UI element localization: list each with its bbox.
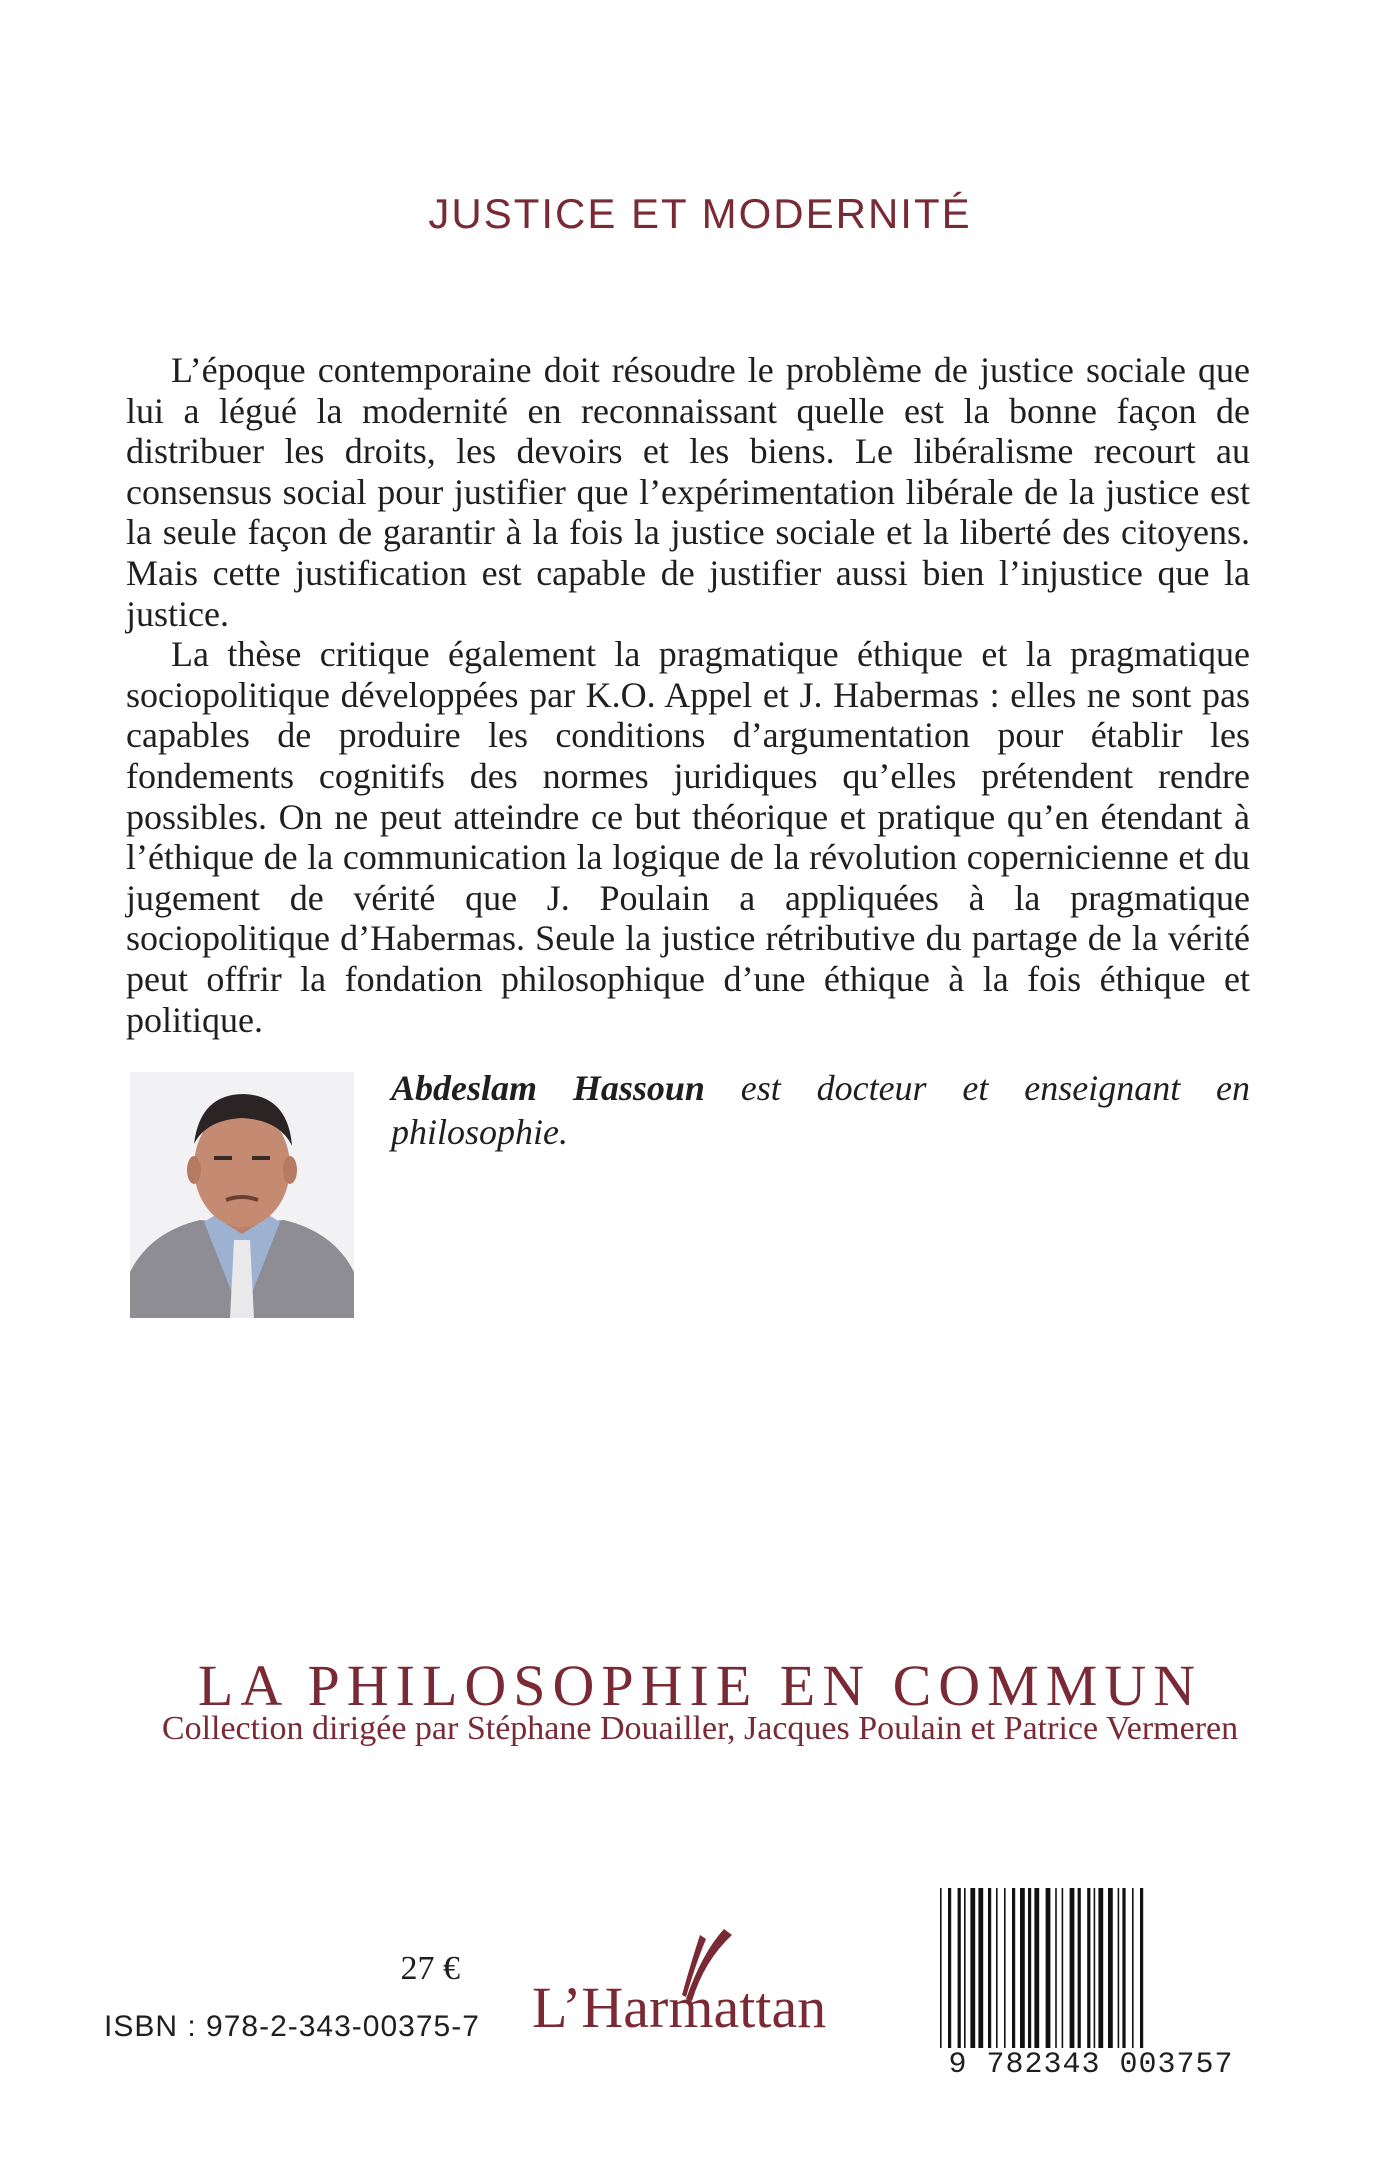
author-bio-text: est docteur et enseignant en (740, 1068, 1251, 1108)
barcode-bar (1055, 1888, 1057, 2048)
barcode-bar (1020, 1888, 1025, 2048)
synopsis-paragraph-1: L’époque contemporaine doit résoudre le problème de justice sociale que lui a légué la modernité en reconnaissant quelle est la bonne façon de distribuer les droits, les devoirs et les biens. Le libéralisme recourt au consensus social pour justifier que l’expérimentation libérale de la justice est la seule façon de garantir à la fois la justice sociale et la liberté des citoyens. Mais cette justification est capable de justifier aussi bien l’injustice que la justice. (126, 350, 1250, 634)
synopsis-paragraph-2: La thèse critique également la pragmatique éthique et la pragmatique sociopolitique développées par K.O. Appel et J. Habermas : elles ne sont pas capables de produire les conditions d’argumentation pour établir les fondements cognitifs des normes juridiques qu’elles prétendent rendre possibles. On ne peut atteindre ce but théorique et pratique qu’en étendant à l’éthique de la communication la logique de la révolution copernicienne et du jugement de vérité que J. Poulain a appliquées à la pragmatique sociopolitique d’Habermas. Seule la justice rétributive du partage de la vérité peut offrir la fondation philosophique d’une éthique à la fois éthique et politique. (126, 634, 1250, 1040)
barcode-bar (1087, 1888, 1090, 2048)
barcode-bar (978, 1888, 983, 2048)
barcode-bar (1140, 1888, 1143, 2048)
price: 27 € (400, 1950, 460, 1987)
barcode-bar (1108, 1888, 1113, 2048)
barcode-digits: 9 782343 003757 (948, 2048, 1234, 2082)
barcode-bar (1078, 1888, 1081, 2048)
barcode-bar (970, 1888, 975, 2048)
barcode-bar (958, 1888, 961, 2048)
barcode-bar (1028, 1888, 1031, 2048)
barcode-bar (1070, 1888, 1075, 2048)
barcode-bar (1012, 1888, 1015, 2048)
barcode-bar (1094, 1888, 1096, 2048)
collection-name: LA PHILOSOPHIE EN COMMUN (197, 1653, 1203, 1718)
barcode (936, 1888, 1246, 2048)
collection-directors: Collection dirigée par Stéphane Douailler, Jacques Poulain et Patrice Vermeren (161, 1710, 1239, 1747)
barcode-bar (1034, 1888, 1039, 2048)
barcode-bar (996, 1888, 998, 2048)
author-bio (391, 1066, 1250, 1154)
barcode-bar (940, 1888, 942, 2048)
barcode-bar (1122, 1888, 1125, 2048)
author-name: Abdeslam Hassoun (391, 1068, 705, 1108)
barcode-bar (1062, 1888, 1064, 2048)
publisher-name: L’Harmattan (532, 1975, 827, 2040)
publisher-logo (532, 1925, 862, 2045)
barcode-bar (1046, 1888, 1051, 2048)
barcode-bar (1118, 1888, 1120, 2048)
barcode-bar (1004, 1888, 1006, 2048)
author-photo (130, 1072, 354, 1318)
author-bio-line-2: philosophie. (391, 1112, 568, 1152)
synopsis (126, 350, 1250, 1040)
author-bio-line-1 (391, 1066, 1250, 1110)
barcode-bar (1098, 1888, 1103, 2048)
barcode-bar (964, 1888, 966, 2048)
book-title: JUSTICE ET MODERNITÉ (428, 190, 972, 237)
barcode-bar (988, 1888, 991, 2048)
barcode-bar (948, 1888, 951, 2048)
isbn: ISBN : 978-2-343-00375-7 (104, 2010, 480, 2043)
barcode-bar (1132, 1888, 1134, 2048)
